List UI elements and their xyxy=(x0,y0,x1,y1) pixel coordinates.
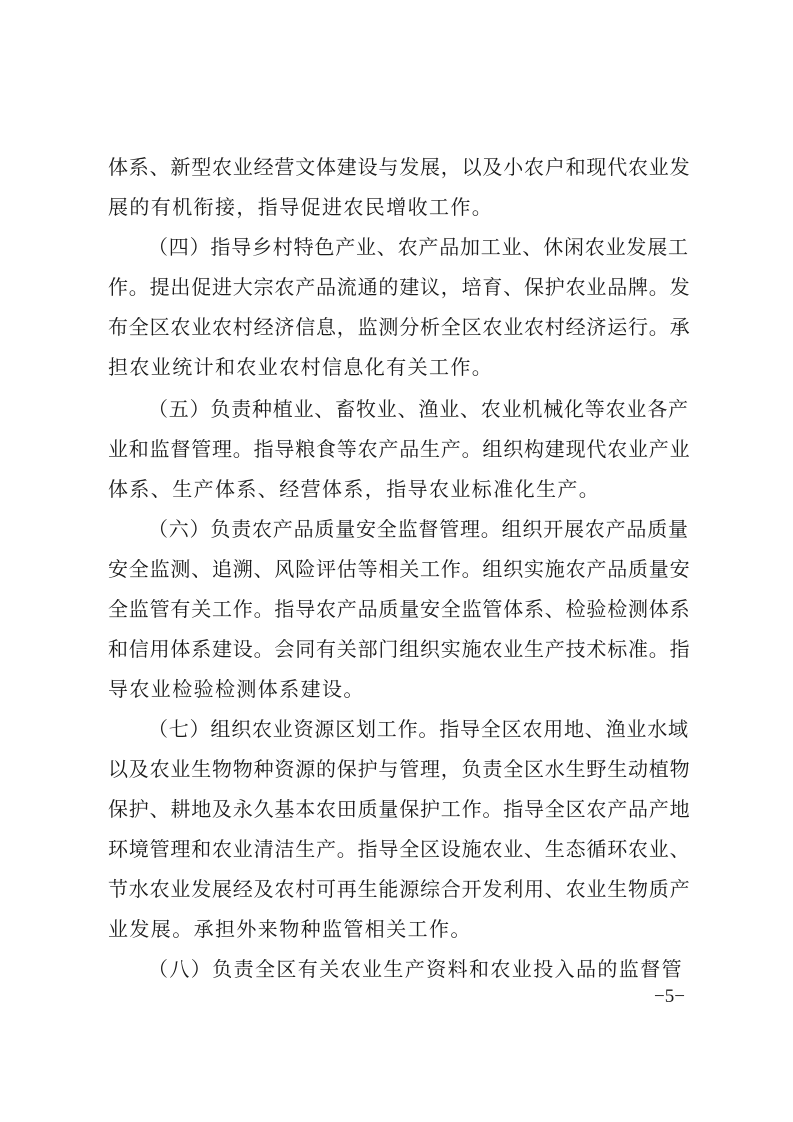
paragraph-start-line: （七）组织农业资源区划工作。指导全区农用地、渔业水域 xyxy=(148,717,689,741)
text-line: 担农业统计和农业农村信息化有关工作。 xyxy=(108,355,494,379)
text-line: 布全区农业农村经济信息，监测分析全区农业农村经济运行。承 xyxy=(108,315,691,339)
text-line: 导农业检验检测体系建设。 xyxy=(108,677,365,701)
text-line: 节水农业发展经及农村可再生能源综合开发利用、农业生物质产 xyxy=(108,877,691,901)
text-line: 体系、新型农业经营文体建设与发展，以及小农户和现代农业发 xyxy=(108,155,691,179)
text-line: 以及农业生物物种资源的保护与管理，负责全区水生野生动植物 xyxy=(108,757,691,781)
paragraph-start-line: （六）负责农产品质量安全监督管理。组织开展农产品质量 xyxy=(148,517,689,541)
text-line: 保护、耕地及永久基本农田质量保护工作。指导全区农产品产地 xyxy=(108,797,691,821)
text-line: 业发展。承担外来物种监管相关工作。 xyxy=(108,917,472,941)
paragraph-start-line: （五）负责种植业、畜牧业、渔业、农业机械化等农业各产 xyxy=(148,397,689,421)
text-line: 体系、生产体系、经营体系，指导农业标准化生产。 xyxy=(108,477,601,501)
text-line: 展的有机衔接，指导促进农民增收工作。 xyxy=(108,195,494,219)
text-line: 业和监督管理。指导粮食等农产品生产。组织构建现代农业产业 xyxy=(108,437,691,461)
text-line: 环境管理和农业清洁生产。指导全区设施农业、生态循环农业、 xyxy=(108,837,691,861)
text-line: 安全监测、追溯、风险评估等相关工作。组织实施农产品质量安 xyxy=(108,557,691,581)
text-line: 和信用体系建设。会同有关部门组织实施农业生产技术标准。指 xyxy=(108,637,691,661)
paragraph-start-line: （四）指导乡村特色产业、农产品加工业、休闲农业发展工 xyxy=(148,235,689,259)
paragraph-start-line: （八）负责全区有关农业生产资料和农业投入品的监督管 xyxy=(148,957,683,981)
page-number: −5− xyxy=(654,986,685,1007)
text-line: 全监管有关工作。指导农产品质量安全监管体系、检验检测体系 xyxy=(108,597,691,621)
text-line: 作。提出促进大宗农产品流通的建议，培育、保护农业品牌。发 xyxy=(108,275,691,299)
